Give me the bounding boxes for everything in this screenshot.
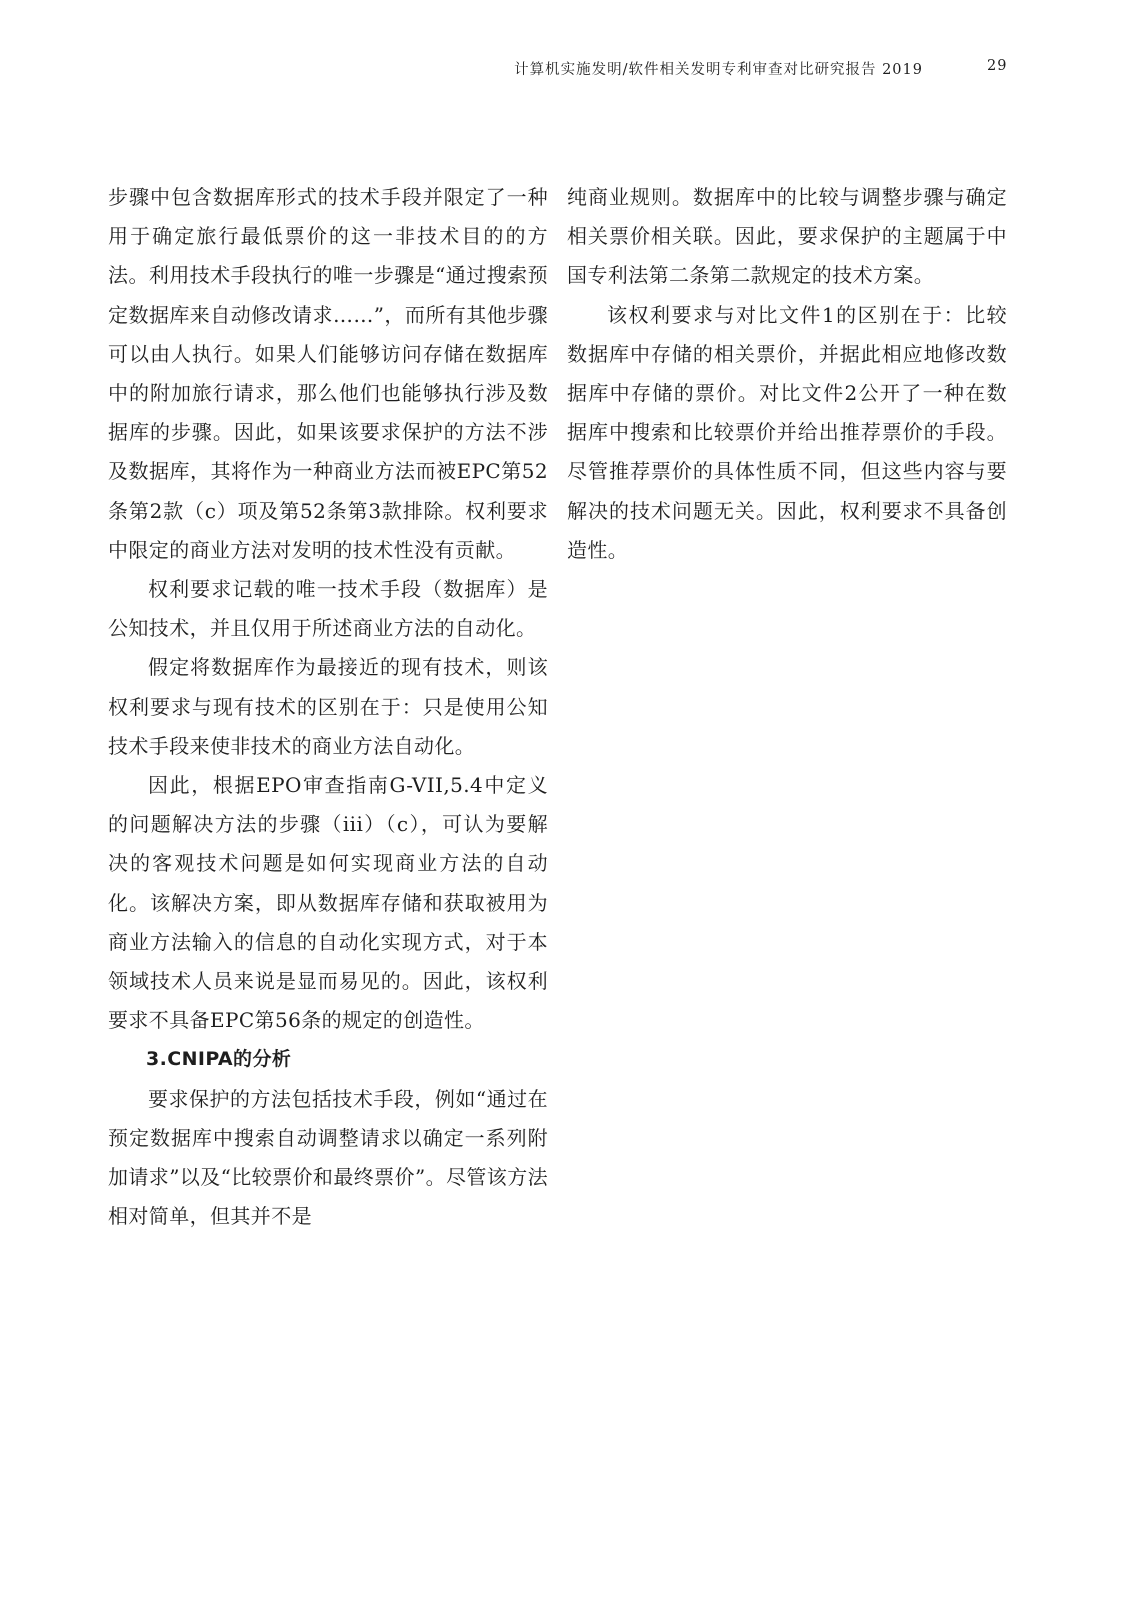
- paragraph-continued: 步骤中包含数据库形式的技术手段并限定了一种用于确定旅行最低票价的这一非技术目的的方法。利用技术手段执行的唯一步骤是“通过搜索预定数据库来自动修改请求……”，而所有其他步骤可以由人执行。如果人们能够访问存储在数据库中的附加旅行请求，那么他们也能够执行涉及数据库的步骤。因此，如果该要求保护的方法不涉及数据库，其将作为一种商业方法而被EPC第52条第2款（c）项及第52条第3款排除。权利要求中限定的商业方法对发明的技术性没有贡献。: [108, 185, 548, 562]
- right-column: [567, 178, 1007, 570]
- paragraph-continued: 纯商业规则。数据库中的比较与调整步骤与确定相关票价相关联。因此，要求保护的主题属于中国专利法第二条第二款规定的技术方案。: [567, 185, 1007, 288]
- paragraph: 假定将数据库作为最接近的现有技术，则该权利要求与现有技术的区别在于：只是使用公知技术手段来使非技术的商业方法自动化。: [108, 655, 548, 758]
- paragraph: 要求保护的方法包括技术手段，例如“通过在预定数据库中搜索自动调整请求以确定一系列附加请求”以及“比较票价和最终票价”。尽管该方法相对简单，但其并不是: [108, 1086, 548, 1229]
- running-title: 计算机实施发明/软件相关发明专利审查对比研究报告 2019: [514, 62, 923, 78]
- page-number: 29: [987, 58, 1008, 74]
- left-column: [108, 178, 548, 1236]
- section-heading: 3.CNIPA的分析: [146, 1048, 292, 1071]
- page-header: [0, 58, 1131, 82]
- paragraph: 权利要求记载的唯一技术手段（数据库）是公知技术，并且仅用于所述商业方法的自动化。: [108, 577, 548, 641]
- paragraph: 因此，根据EPO审查指南G-VII,5.4中定义的问题解决方法的步骤（iii）（c），可认为要解决的客观技术问题是如何实现商业方法的自动化。该解决方案，即从数据库存储和获取被用为商业方法输入的信息的自动化实现方式，对于本领域技术人员来说是显而易见的。因此，该权利要求不具备EPC第56条的规定的创造性。: [108, 773, 548, 1033]
- paragraph: 该权利要求与对比文件1的区别在于：比较数据库中存储的相关票价，并据此相应地修改数据库中存储的票价。对比文件2公开了一种在数据库中搜索和比较票价并给出推荐票价的手段。尽管推荐票价的具体性质不同，但这些内容与要解决的技术问题无关。因此，权利要求不具备创造性。: [567, 302, 1007, 562]
